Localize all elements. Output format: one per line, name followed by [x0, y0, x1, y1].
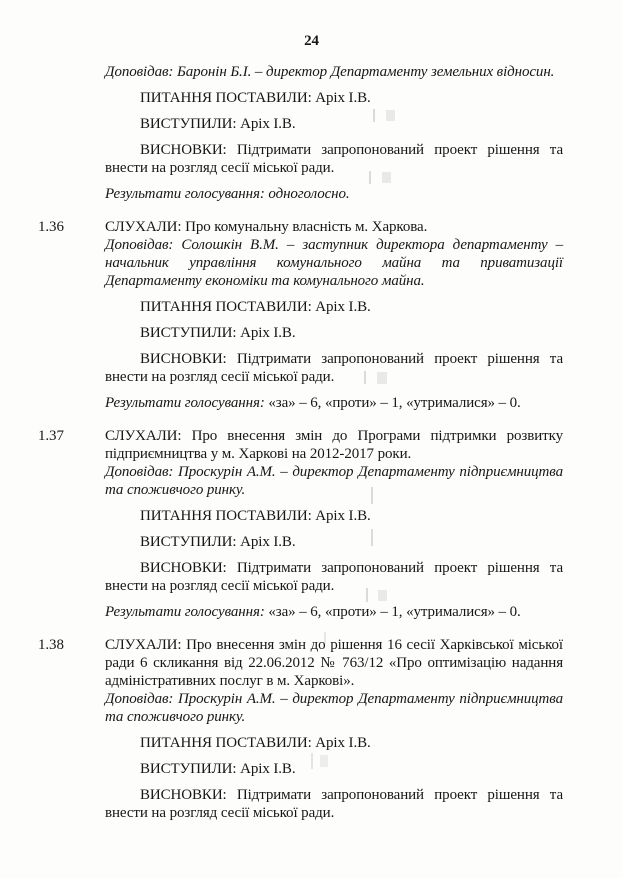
agenda-item-1-36 [38, 218, 563, 412]
spoke-line: ВИСТУПИЛИ: Аріх І.В. [140, 534, 296, 550]
conclusions-line: ВИСНОВКИ: Підтримати запропонований проект рішення та внести на розгляд сесії міської ради. [105, 142, 563, 176]
agenda-item-1-37 [38, 427, 563, 621]
item-number: 1.37 [38, 428, 64, 444]
spoke-line: ВИСТУПИЛИ: Аріх І.В. [140, 116, 296, 132]
conclusions-line: ВИСНОВКИ: Підтримати запропонований проект рішення та внести на розгляд сесії міської ради. [105, 787, 563, 821]
spoke-line: ВИСТУПИЛИ: Аріх І.В. [140, 761, 296, 777]
questions-line: ПИТАННЯ ПОСТАВИЛИ: Аріх І.В. [140, 508, 371, 524]
heard-line: СЛУХАЛИ: Про внесення змін до Програми підтримки розвитку підприємництва у м. Харкові на 2012-2017 роки. [105, 428, 563, 462]
item-number: 1.38 [38, 637, 64, 653]
vote-result-label: Результати голосування: [105, 604, 265, 620]
item-number: 1.36 [38, 219, 64, 235]
conclusions-line: ВИСНОВКИ: Підтримати запропонований проект рішення та внести на розгляд сесії міської ради. [105, 560, 563, 594]
vote-result-label: Результати голосування: [105, 395, 265, 411]
agenda-item-carryover [105, 63, 563, 203]
spoke-line: ВИСТУПИЛИ: Аріх І.В. [140, 325, 296, 341]
reporter-line: Доповідав: Солошкін В.М. – заступник директора департаменту – начальник управління комунального майна та приватизації Департаменту економіки та комунального майна. [105, 237, 563, 289]
heard-line: СЛУХАЛИ: Про внесення змін до рішення 16 сесії Харківської міської ради 6 скликання від 22.06.2012 № 763/12 «Про оптимізацію надання адміністративних послуг в м. Харкові». [105, 637, 563, 689]
vote-result-line [105, 603, 563, 621]
conclusions-line: ВИСНОВКИ: Підтримати запропонований проект рішення та внести на розгляд сесії міської ради. [105, 351, 563, 385]
vote-result-value: «за» – 6, «проти» – 1, «утрималися» – 0. [268, 395, 521, 411]
vote-result-line [105, 394, 563, 412]
reporter-line: Доповідав: Проскурін А.М. – директор Департаменту підприємництва та споживчого ринку. [105, 691, 563, 725]
vote-result-line: Результати голосування: одноголосно. [105, 186, 350, 202]
vote-result-value: «за» – 6, «проти» – 1, «утрималися» – 0. [268, 604, 521, 620]
reporter-line: Доповідав: Баронін Б.І. – директор Департаменту земельних відносин. [105, 64, 555, 80]
reporter-line: Доповідав: Проскурін А.М. – директор Департаменту підприємництва та споживчого ринку. [105, 464, 563, 498]
heard-line: СЛУХАЛИ: Про комунальну власність м. Харкова. [105, 219, 428, 235]
questions-line: ПИТАННЯ ПОСТАВИЛИ: Аріх І.В. [140, 90, 371, 106]
questions-line: ПИТАННЯ ПОСТАВИЛИ: Аріх І.В. [140, 735, 371, 751]
agenda-item-1-38 [38, 636, 563, 822]
questions-line: ПИТАННЯ ПОСТАВИЛИ: Аріх І.В. [140, 299, 371, 315]
page-content [38, 63, 563, 822]
page-number: 24 [304, 33, 319, 49]
